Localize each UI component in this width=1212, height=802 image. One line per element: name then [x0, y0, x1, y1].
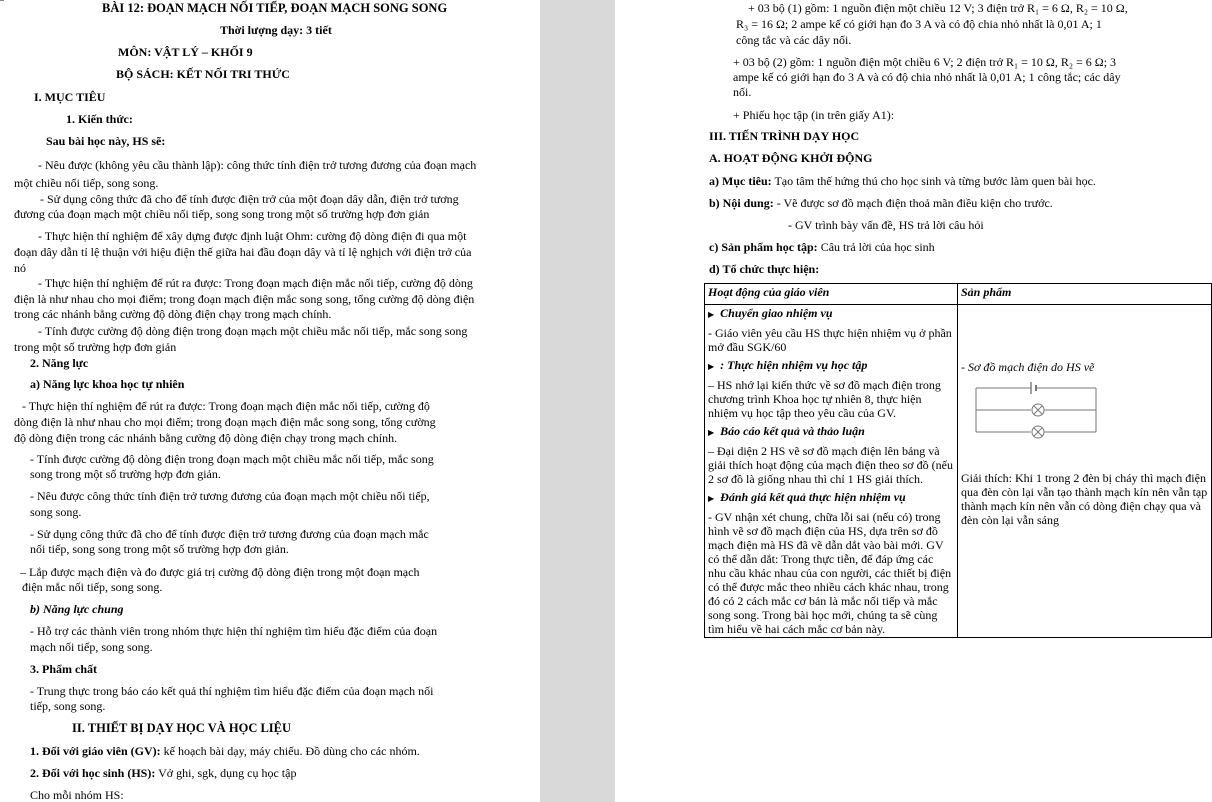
product-note: - Sơ đồ mạch điện do HS vẽ	[961, 360, 1095, 374]
aim-text: Tạo tâm thế hứng thú cho học sinh và từng bước làm quen bài học.	[771, 174, 1096, 188]
competence-item-3-cont: song song.	[30, 505, 82, 519]
teacher-equipment	[30, 744, 420, 758]
knowledge-item-4-cont: điện là như nhau cho mọi điểm; trong đoạn mạch điện mắc song song, tổng cường độ dòng điện	[14, 292, 475, 306]
product-line	[709, 240, 935, 254]
competence-item-1-cont2: độ dòng điện trong các nhánh bằng cường độ dòng điện chạy trong mạch chính.	[14, 431, 398, 445]
knowledge-item-4-cont2: trong các nhánh bằng cường độ dòng điện chạy trong mạch chính.	[14, 307, 332, 321]
content-text-2: - GV trình bày vấn đề, HS trả lời câu hỏi	[788, 218, 984, 232]
subject: MÔN: VẬT LÝ – KHỐI 9	[118, 45, 253, 59]
step-perform-text: – HS nhớ lại kiến thức về sơ đồ mạch điện trong chương trình Khoa học tự nhiên 8, thực hiện nhiệm vụ học tập theo yêu cầu của GV.	[708, 378, 941, 420]
knowledge-item-3-cont: đoạn dây dẫn tỉ lệ thuận với hiệu điện thế giữa hai đầu đoạn dây và tỉ lệ nghịch với điện trở của	[14, 245, 472, 259]
student-equipment-text: Vở ghi, sgk, dụng cụ học tập	[155, 766, 297, 780]
knowledge-item-1-cont: một chiều nối tiếp, song song.	[14, 176, 159, 190]
competence-item-4-cont: nối tiếp, song song trong một số trường hợp đơn giản.	[30, 542, 289, 556]
content-text: - Vẽ được sơ đồ mạch điện thoả mãn điều kiện cho trước.	[773, 196, 1053, 210]
heading-knowledge: 1. Kiến thức:	[66, 112, 133, 126]
step-perform	[708, 358, 954, 374]
step-evaluate-text: - GV nhận xét chung, chữa lỗi sai (nếu có) trong hình vẽ sơ đồ mạch điện của HS, dựa trên sơ đồ mạch điện mà HS đã vẽ dẫn dắt vào bài mới. GV có thể dẫn dắt: Trong thực tiễn, để đáp ứng các nhu cầu khác nhau của con người, các thiết bị điện có thể được mắc theo nhiều cách khác nhau, trong đó có 2 cách mắc cơ bản là mắc nối tiếp và mắc song song. Trong bài học mới, chúng ta sẽ cùng tìm hiểu về hai cách mắc cơ bản này.	[708, 510, 952, 636]
content-label: b) Nội dung:	[709, 196, 774, 210]
equipment-set-1-cont2: công tắc và các dây nối.	[736, 33, 852, 47]
heading-general-competence: b) Năng lực chung	[30, 602, 124, 616]
organization-label: d) Tổ chức thực hiện:	[709, 262, 820, 276]
heading-science-competence: a) Năng lực khoa học tự nhiên	[30, 377, 185, 391]
product-label: c) Sản phẩm học tập:	[709, 240, 818, 254]
competence-item-2: - Tính được cường độ dòng điện trong đoạn mạch một chiều mắc nối tiếp, mắc song	[30, 452, 434, 466]
competence-item-4: - Sử dụng công thức đã cho để tính được điện trở tương đương của đoạn mạch mắc	[30, 527, 429, 541]
header-teacher-activity: Hoạt động của giáo viên	[705, 284, 958, 305]
knowledge-item-1: - Nêu được (không yêu cầu thành lập): công thức tính điện trở tương đương của đoạn mạch	[38, 158, 477, 172]
product-text: Câu trả lời của học sinh	[817, 240, 935, 254]
section-process: III. TIẾN TRÌNH DẠY HỌC	[709, 129, 860, 143]
right-page	[615, 0, 1212, 802]
knowledge-item-5: - Tính được cường độ dòng điện trong đoạn mạch một chiều mắc nối tiếp, mắc song song	[38, 324, 468, 338]
general-competence-item-cont: mạch nối tiếp, song song.	[30, 640, 153, 654]
section-warmup: A. HOẠT ĐỘNG KHỞI ĐỘNG	[709, 151, 873, 165]
product-cell	[958, 305, 1212, 638]
equipment-set-2-cont2: nối.	[733, 85, 752, 99]
knowledge-item-3-cont2: nó	[14, 261, 26, 275]
quality-item: - Trung thực trong báo cáo kết quả thí nghiệm tìm hiểu đặc điểm của đoạn mạch nối	[30, 684, 434, 698]
product-explanation: Giải thích: Khi 1 trong 2 đèn bị cháy thì mạch điện qua đèn còn lại vẫn tạo thành mạch kín nên vẫn tạp thành mạch kín nên vẫn có dòng điện chạy qua và đèn còn lại vẫn sáng	[961, 471, 1208, 527]
knowledge-item-5-cont: trong một số trường hợp đơn giản	[14, 340, 177, 354]
knowledge-item-2: - Sử dụng công thức đã cho để tính được điện trở của một đoạn dây dẫn, điện trở tương	[40, 192, 459, 206]
equipment-set-1-cont: R₃ = 16 Ω; 2 ampe kế có giới hạn đo 3 A và có độ chia nhỏ nhất là 0,01 A; 1	[736, 17, 1102, 31]
competence-item-5-cont: điện mắc nối tiếp, song song.	[22, 580, 163, 594]
equipment-set-2-cont: ampe kế có giới hạn đo 3 A và có độ chia nhỏ nhất là 0,01 A; 1 công tắc; các dây	[733, 70, 1121, 84]
competence-item-1-cont: dòng điện là như nhau cho mọi điểm; trong đoạn mạch điện mắc song song, tổng cường	[14, 415, 436, 429]
table-row	[705, 305, 1212, 638]
quality-item-cont: tiếp, song song.	[30, 699, 106, 713]
knowledge-item-2-cont: đương của đoạn mạch một chiều nối tiếp, song song trong một số trường hợp đơn giản	[14, 207, 430, 221]
worksheet-item: + Phiếu học tập (in trên giấy A1):	[733, 108, 895, 122]
step-evaluate-title: Đánh giá kết quả thực hiện nhiệm vụ	[720, 490, 906, 504]
competence-item-2-cont: song trong một số trường hợp đơn giản.	[30, 467, 221, 481]
page-corner-mark	[0, 0, 4, 1]
student-equipment	[30, 766, 296, 780]
heading-qualities: 3. Phẩm chất	[30, 662, 97, 676]
content-line	[709, 196, 1053, 210]
lesson-title: BÀI 12: ĐOẠN MẠCH NỐI TIẾP, ĐOẠN MẠCH SONG SONG	[102, 1, 448, 15]
step-perform-title: : Thực hiện nhiệm vụ học tập	[720, 358, 868, 372]
competence-item-5: – Lắp được mạch điện và đo được giá trị cường độ dòng điện trong một đoạn mạch	[20, 565, 420, 579]
intro-text: Sau bài học này, HS sẽ:	[46, 134, 166, 148]
teacher-activity-cell	[705, 305, 958, 638]
teacher-equipment-text: kế hoạch bài dạy, máy chiếu. Đồ dùng cho các nhóm.	[160, 744, 420, 758]
bullet-triangle-icon: ▶	[708, 362, 715, 371]
step-assign-title: Chuyển giao nhiệm vụ	[720, 306, 833, 320]
equipment-set-1: + 03 bộ (1) gồm: 1 nguồn điện một chiều 12 V; 3 điện trở R₁ = 6 Ω, R₂ = 10 Ω,	[748, 1, 1128, 15]
step-report	[708, 424, 954, 440]
bullet-triangle-icon: ▶	[708, 494, 715, 503]
teacher-equipment-label: 1. Đối với giáo viên (GV):	[30, 744, 161, 758]
activity-table	[704, 283, 1212, 638]
aim-label: a) Mục tiêu:	[709, 174, 772, 188]
aim-line	[709, 174, 1096, 188]
bullet-triangle-icon: ▶	[708, 428, 715, 437]
book-series: BỘ SÁCH: KẾT NỐI TRI THỨC	[116, 67, 290, 81]
step-assign-text: - Giáo viên yêu cầu HS thực hiện nhiệm vụ ở phần mở đầu SGK/60	[708, 326, 952, 354]
equipment-set-2: + 03 bộ (2) gồm: 1 nguồn điện một chiều 6 V; 2 điện trở R₁ = 10 Ω, R₂ = 6 Ω; 3	[733, 55, 1117, 69]
student-equipment-label: 2. Đối với học sinh (HS):	[30, 766, 156, 780]
parallel-circuit-diagram	[971, 380, 1101, 442]
group-equipment-intro: Cho mỗi nhóm HS:	[30, 788, 124, 802]
step-report-text: – Đại diện 2 HS vẽ sơ đồ mạch điện lên bảng và giải thích hoạt động của mạch điện theo sơ đồ (nếu 2 sơ đồ là giống nhau thì chỉ 1 HS giải thích.	[708, 444, 953, 486]
general-competence-item: - Hỗ trợ các thành viên trong nhóm thực hiện thí nghiệm tìm hiểu đặc điểm của đoạn	[30, 624, 438, 638]
left-page	[0, 0, 540, 802]
knowledge-item-3: - Thực hiện thí nghiệm để xây dựng được định luật Ohm: cường độ dòng điện đi qua một	[38, 229, 467, 243]
heading-competence: 2. Năng lực	[30, 356, 89, 370]
competence-item-1: - Thực hiện thí nghiệm để rút ra được: Trong đoạn mạch điện mắc nối tiếp, cường độ	[22, 399, 430, 413]
step-report-title: Báo cáo kết quả và thảo luận	[720, 424, 865, 438]
section-equipment: II. THIẾT BỊ DẠY HỌC VÀ HỌC LIỆU	[72, 721, 292, 735]
step-assign	[708, 306, 954, 322]
competence-item-3: - Nêu được công thức tính điện trở tương đương của đoạn mạch một chiều nối tiếp,	[30, 489, 430, 503]
table-header-row	[705, 284, 1212, 305]
knowledge-item-4: - Thực hiện thí nghiệm để rút ra được: Trong đoạn mạch điện mắc nối tiếp, cường độ dòng	[38, 276, 473, 290]
bullet-triangle-icon: ▶	[708, 310, 715, 319]
section-objectives: I. MỤC TIÊU	[34, 90, 106, 104]
duration: Thời lượng dạy: 3 tiết	[220, 23, 332, 37]
step-evaluate	[708, 490, 954, 506]
header-product: Sản phẩm	[958, 284, 1212, 305]
